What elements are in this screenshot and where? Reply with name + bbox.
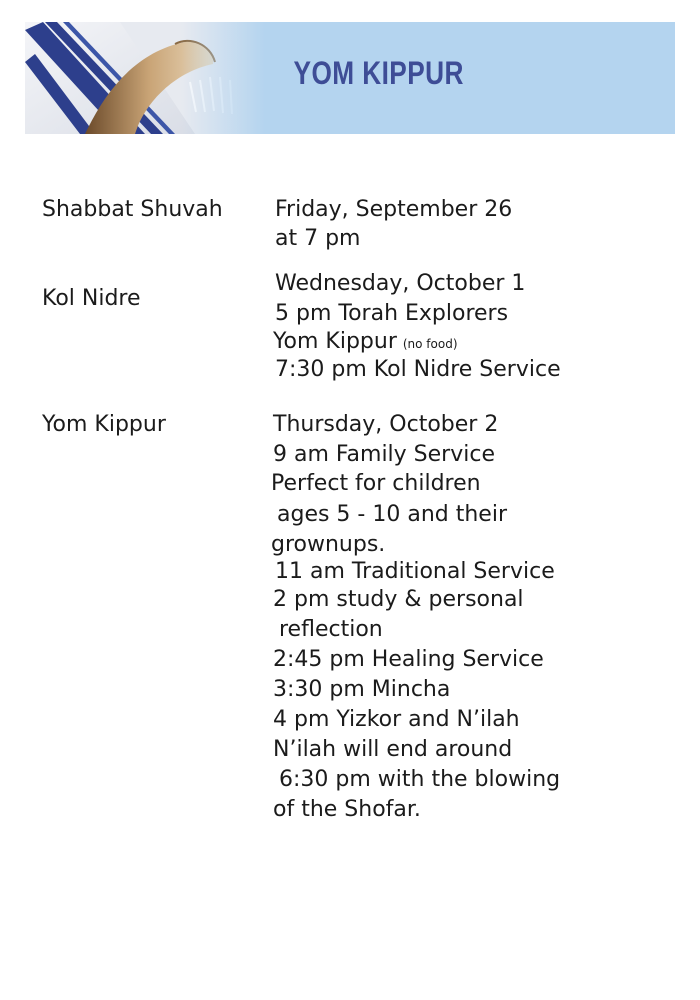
event-detail-line: 5 pm Torah Explorers [275,301,509,326]
event-detail-line: 2:45 pm Healing Service [273,647,544,672]
event-detail-line: 4 pm Yizkor and N’ilah [273,707,520,732]
event-detail-line: reflection [279,617,383,642]
header-banner [25,22,675,134]
event-detail-line: 2 pm study & personal [273,587,524,612]
page-title: YOM KIPPUR [293,55,464,91]
event-detail-line: Thursday, October 2 [273,412,499,437]
event-detail-line: Wednesday, October 1 [275,271,526,296]
event-detail-line: Perfect for children [271,471,481,496]
event-detail-line: 3:30 pm Mincha [273,677,451,702]
event-detail-line: N’ilah will end around [273,737,513,762]
event-label-yom-kippur: Yom Kippur [42,412,166,437]
event-label-shabbat-shuvah: Shabbat Shuvah [42,197,223,222]
event-detail-line: 11 am Traditional Service [275,559,555,584]
tallit-shofar-illustration [25,22,265,134]
event-detail-line: 7:30 pm Kol Nidre Service [275,357,561,382]
event-note: (no food) [402,337,458,351]
event-detail-text: Yom Kippur [273,329,397,354]
event-detail-line: at 7 pm [275,226,361,251]
event-label-kol-nidre: Kol Nidre [42,286,141,311]
event-detail-line: grownups. [271,532,386,557]
event-detail-line: of the Shofar. [273,797,421,822]
event-detail-line [273,329,458,357]
event-detail-line: 6:30 pm with the blowing [279,767,561,792]
event-detail-line: ages 5 - 10 and their [277,502,507,527]
event-detail-line: Friday, September 26 [275,197,513,222]
event-detail-line: 9 am Family Service [273,442,495,467]
